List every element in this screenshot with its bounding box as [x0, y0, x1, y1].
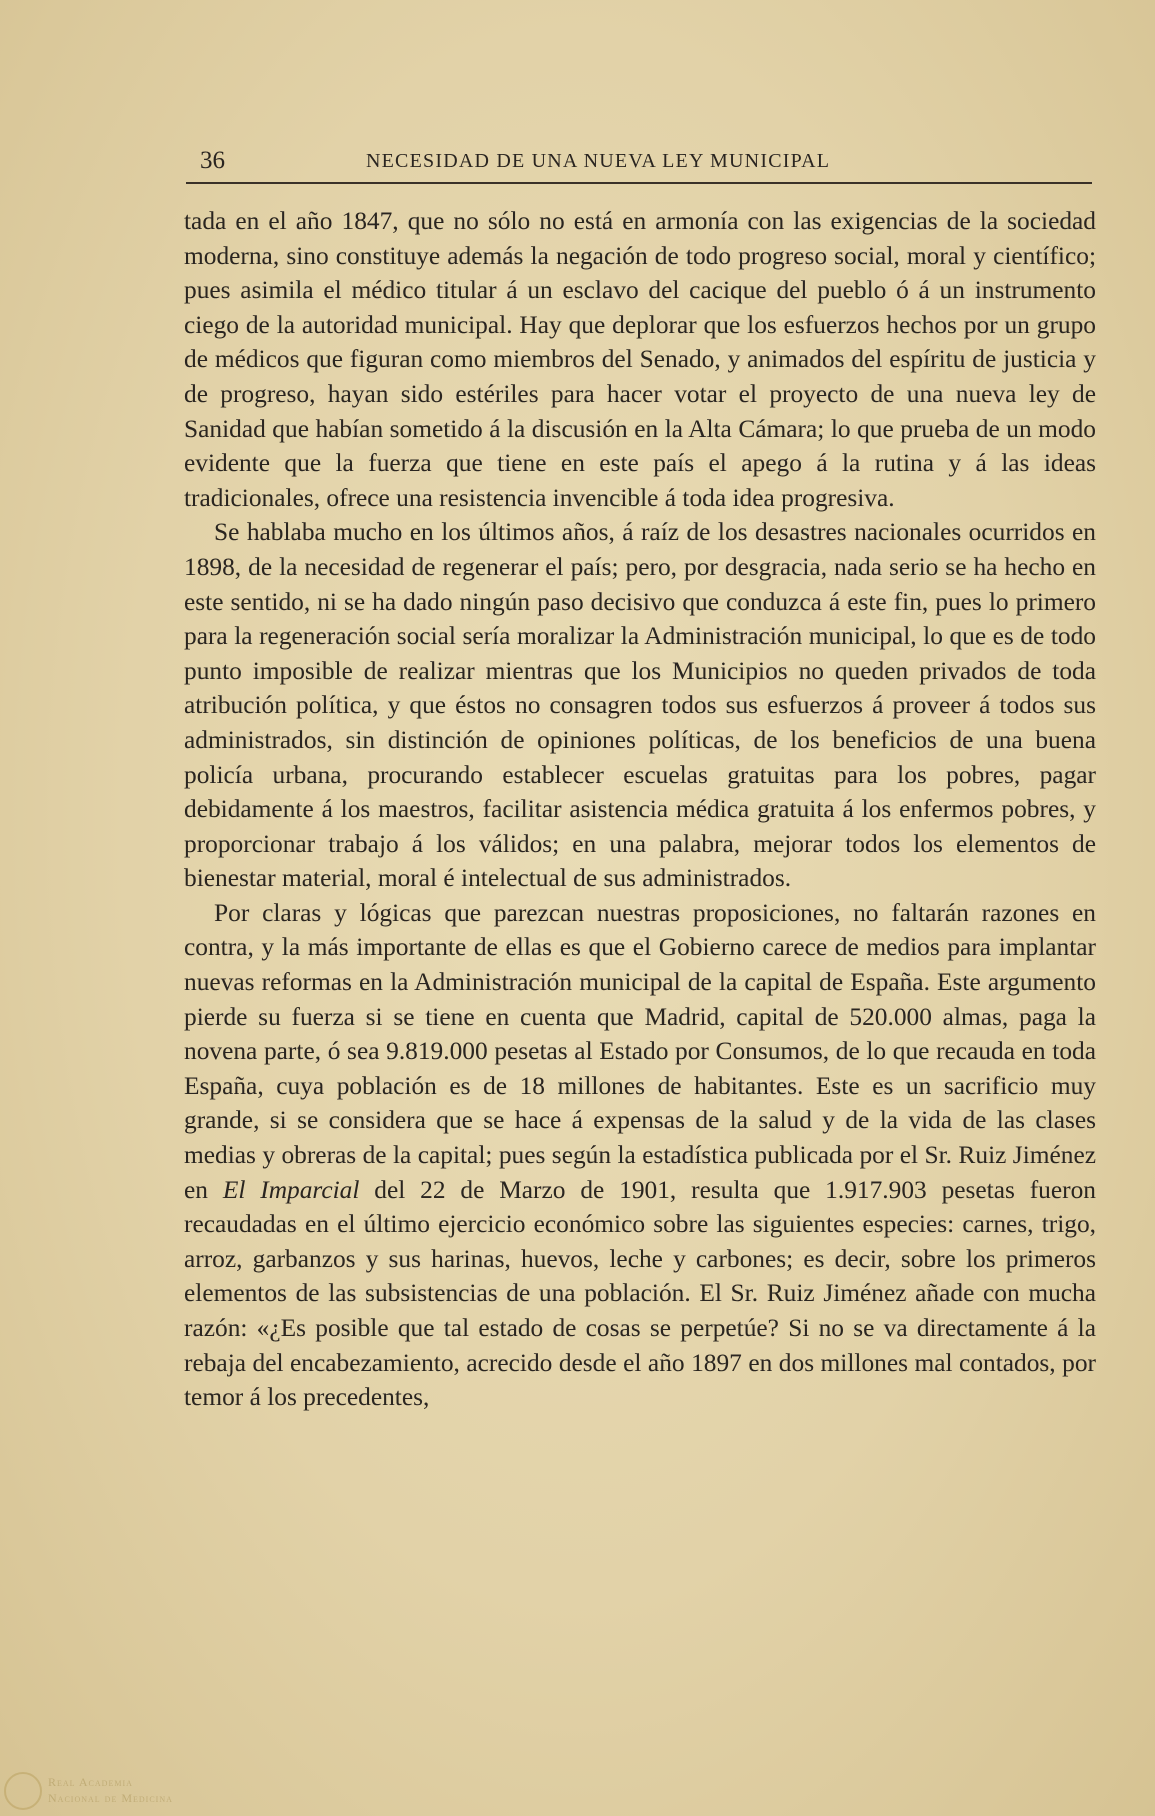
page-header [186, 143, 1092, 179]
newspaper-title: El Imparcial [222, 1175, 360, 1204]
academy-seal-icon [4, 1772, 42, 1810]
paragraph-2: Se hablaba mucho en los últimos años, á raíz de los desastres nacionales ocurridos en 1898, de la necesidad de regenerar el país; pero, por desgracia, nada serio se ha hecho en este sentido, ni se ha dado ningún paso decisivo que conduzca á este fin, pues lo primero para la regeneración social sería moralizar la Administración municipal, lo que es de todo punto imposible de realizar mientras que los Municipios no queden privados de toda atribución política, y que éstos no consagren todos sus esfuerzos á proveer á todos sus administrados, sin distinción de opiniones políticas, de los beneficios de una buena policía urbana, procurando establecer escuelas gratuitas para los pobres, pagar debidamente á los maestros, facilitar asistencia médica gratuita á los enfermos pobres, y proporcionar trabajo á los válidos; en una palabra, mejorar todos los elementos de bienestar material, moral é intelectual de sus administrados. [184, 518, 1096, 893]
paragraph-3-text-before: Por claras y lógicas que parezcan nuestras proposiciones, no faltarán razones en contra, y la más importante de ellas es que el Gobierno carece de medios para implantar nuevas reformas en la Administración municipal de la capital de España. Este argumento pierde su fuerza si se tiene en cuenta que Madrid, capital de 520.000 almas, paga la novena parte, ó sea 9.819.000 pesetas al Estado por Consumos, de lo que recauda en toda España, cuya población es de 18 millones de habitantes. Este es un sacrificio muy grande, si se considera que se hace á expensas de la salud y de la vida de las clases medias y obreras de la capital; pues según la estadística publicada por el Sr. Ruiz Jiménez en [184, 898, 1096, 1204]
library-watermark [4, 1770, 204, 1814]
paragraph-3 [184, 896, 1096, 1415]
running-title: NECESIDAD DE UNA NUEVA LEY MUNICIPAL [366, 150, 831, 172]
header-rule [186, 182, 1092, 184]
paragraph-1: tada en el año 1847, que no sólo no está en armonía con las exigencias de la sociedad moderna, sino constituye además la negación de todo progreso social, moral y científico; pues asimila el médico titular á un esclavo del cacique del pueblo ó á un instrumento ciego de la autoridad municipal. Hay que deplorar que los esfuerzos hechos por un grupo de médicos que figuran como miembros del Senado, y animados del espíritu de justicia y de progreso, hayan sido estériles para hacer votar el proyecto de una nueva ley de Sanidad que habían sometido á la discusión en la Alta Cámara; lo que prueba de un modo evidente que la fuerza que tiene en este país el apego á la rutina y á las ideas tradicionales, ofrece una resistencia invencible á toda idea progresiva. [184, 207, 1096, 512]
paragraph-3-text-after: del 22 de Marzo de 1901, resulta que 1.917.903 pesetas fueron recaudadas en el último ejercicio económico sobre las siguientes especies: carnes, trigo, arroz, garbanzos y sus harinas, huevos, leche y carbones; es decir, sobre los primeros elementos de las subsistencias de una población. El Sr. Ruiz Jiménez añade con mucha razón: «¿Es posible que tal estado de cosas se perpetúe? Si no se va directamente á la rebaja del encabezamiento, acrecido desde el año 1897 en dos millones mal contados, por temor á los precedentes, [184, 1175, 1096, 1412]
watermark-line-1: Real Academia [48, 1775, 133, 1789]
page-number: 36 [200, 147, 225, 174]
watermark-line-2: Nacional de Medicina [48, 1791, 173, 1805]
body-text [184, 204, 1096, 1415]
